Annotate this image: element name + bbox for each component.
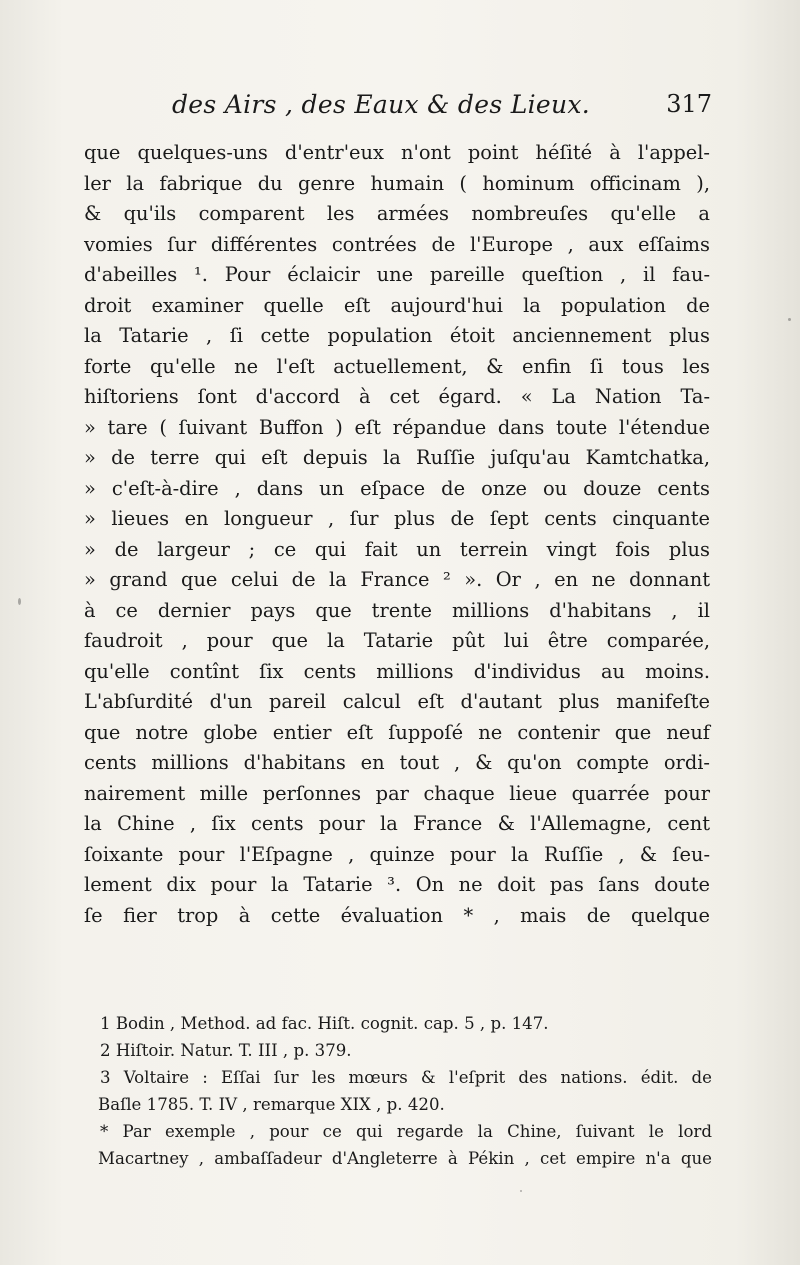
text-line: » grand que celui de la France ² ». Or , en ne donnant [84, 568, 710, 591]
text-line: hiſtoriens ſont d'accord à cet égard. « La Nation Ta- [84, 385, 710, 408]
text-line: la Chine , ſix cents pour la France & l'Allemagne, cent [84, 812, 710, 835]
text-line: qu'elle contînt ſix cents millions d'individus au moins. [84, 659, 710, 683]
footnote-star: * Par exemple , pour ce qui regarde la Chine, ſuivant le lord [100, 1122, 712, 1141]
text-line: » de largeur ; ce qui fait un terrein vingt fois plus [84, 537, 710, 561]
footnote-3-continuation: Baſle 1785. T. IV , remarque XIX , p. 420. [98, 1095, 445, 1114]
text-line: à ce dernier pays que trente millions d'habitans , il [84, 598, 710, 622]
text-line: ſoixante pour l'Eſpagne , quinze pour la Ruſſie , & ſeu- [84, 842, 710, 866]
footnote-3: 3 Voltaire : Eſſai ſur les mœurs & l'eſprit des nations. édit. de [100, 1068, 712, 1087]
text-line: d'abeilles ¹. Pour éclaicir une pareille queſtion , il fau- [84, 263, 710, 286]
footnotes [100, 1010, 712, 1172]
paper-speck [788, 318, 791, 321]
text-line: la Tatarie , ſi cette population étoit anciennement plus [84, 324, 710, 347]
text-line: lement dix pour la Tatarie ³. On ne doit pas ſans doute [84, 873, 710, 896]
main-text [84, 138, 710, 931]
page-number: 317 [666, 90, 712, 118]
text-line: que notre globe entier eſt ſuppoſé ne contenir que neuf [84, 720, 710, 744]
text-line: forte qu'elle ne l'eſt actuellement, & enfin ſi tous les [84, 354, 710, 378]
text-line: » c'eſt-à-dire , dans un eſpace de onze ou douze cents [84, 476, 710, 500]
footnote-star-continuation: Macartney , ambaſſadeur d'Angleterre à Pékin , cet empire n'a que [98, 1149, 712, 1168]
text-line: que quelques-uns d'entr'eux n'ont point héſité à l'appel- [84, 141, 710, 164]
text-line: ler la fabrique du genre humain ( hominum officinam ), [84, 171, 710, 195]
text-line: & qu'ils comparent les armées nombreuſes qu'elle a [84, 202, 710, 225]
footnote-2: 2 Hiſtoir. Natur. T. III , p. 379. [100, 1041, 352, 1060]
text-line: nairement mille perſonnes par chaque lieue quarrée pour [84, 781, 710, 805]
text-line: » lieues en longueur , ſur plus de ſept cents cinquante [84, 507, 710, 530]
text-line: vomies ſur différentes contrées de l'Europe , aux eſſaims [84, 232, 710, 256]
text-line: droit examiner quelle eſt aujourd'hui la population de [84, 293, 710, 317]
text-line: » de terre qui eſt depuis la Ruſſie juſqu'au Kamtchatka, [84, 446, 710, 469]
text-line: ſe fier trop à cette évaluation * , mais de quelque [84, 903, 710, 927]
paper-speck [18, 598, 21, 605]
text-line: faudroit , pour que la Tatarie pût lui être comparée, [84, 629, 710, 652]
text-line: cents millions d'habitans en tout , & qu'on compte ordi- [84, 751, 710, 774]
footnote-1: 1 Bodin , Method. ad fac. Hiſt. cognit. cap. 5 , p. 147. [100, 1014, 549, 1033]
paper-speck [520, 1190, 522, 1192]
running-header [172, 86, 712, 126]
text-line: L'abſurdité d'un pareil calcul eſt d'autant plus manifeſte [84, 690, 710, 713]
running-title: des Airs , des Eaux & des Lieux. [172, 90, 591, 119]
text-line: » tare ( ſuivant Buffon ) eſt répandue dans toute l'étendue [84, 415, 710, 439]
